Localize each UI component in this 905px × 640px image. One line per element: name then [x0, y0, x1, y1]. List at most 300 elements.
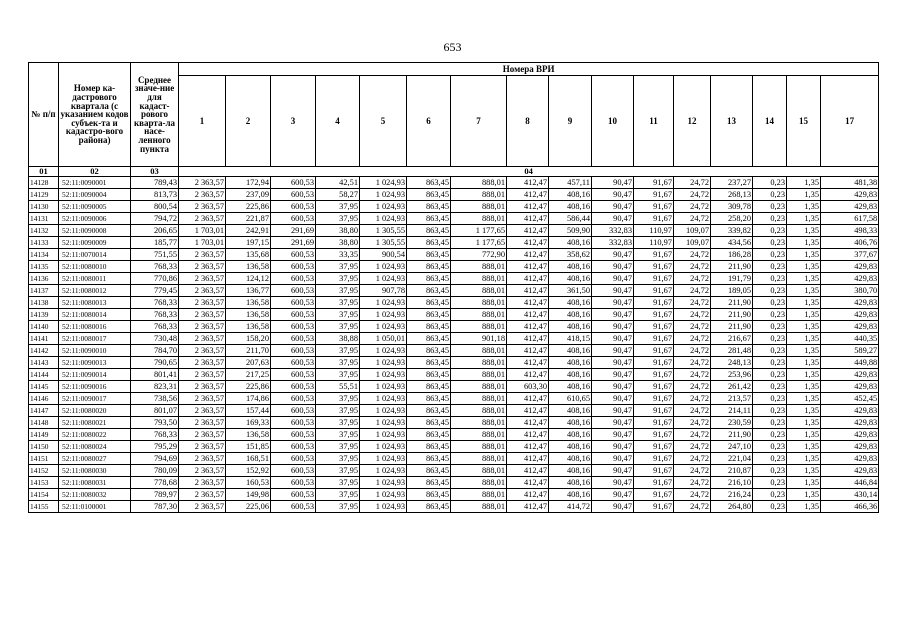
group-header-vri: Номера ВРИ — [179, 63, 879, 76]
table-cell: 14155 — [29, 501, 59, 513]
table-cell: 412,47 — [507, 333, 549, 345]
table-cell: 0,23 — [753, 369, 787, 381]
table-cell: 863,45 — [407, 453, 451, 465]
table-cell: 1,35 — [787, 309, 821, 321]
table-row — [29, 357, 879, 369]
table-cell: 91,67 — [634, 465, 674, 477]
table-cell: 412,47 — [507, 405, 549, 417]
table-cell: 1,35 — [787, 381, 821, 393]
table-cell: 863,45 — [407, 273, 451, 285]
table-cell: 37,95 — [316, 465, 360, 477]
table-cell: 406,76 — [821, 237, 879, 249]
table-cell: 24,72 — [674, 357, 711, 369]
table-cell: 0,23 — [753, 441, 787, 453]
table-cell: 617,58 — [821, 213, 879, 225]
table-cell: 24,72 — [674, 489, 711, 501]
table-cell: 14145 — [29, 381, 59, 393]
table-cell: 221,87 — [226, 213, 271, 225]
table-cell: 151,85 — [226, 441, 271, 453]
table-cell: 412,47 — [507, 177, 549, 189]
table-cell: 24,72 — [674, 381, 711, 393]
table-cell: 2 363,57 — [179, 309, 226, 321]
table-cell: 0,23 — [753, 345, 787, 357]
code-no: 01 — [29, 167, 59, 177]
table-cell: 429,83 — [821, 189, 879, 201]
table-cell: 90,47 — [592, 429, 634, 441]
table-cell: 52:11:0080010 — [59, 261, 131, 273]
table-cell: 888,01 — [451, 273, 507, 285]
table-cell: 210,87 — [711, 465, 753, 477]
table-cell: 794,69 — [131, 453, 179, 465]
table-cell: 888,01 — [451, 345, 507, 357]
table-row — [29, 393, 879, 405]
table-cell: 440,35 — [821, 333, 879, 345]
table-cell: 1 703,01 — [179, 237, 226, 249]
table-cell: 888,01 — [451, 381, 507, 393]
table-cell: 2 363,57 — [179, 369, 226, 381]
table-cell: 412,47 — [507, 309, 549, 321]
table-cell: 168,51 — [226, 453, 271, 465]
table-cell: 1 024,93 — [360, 321, 407, 333]
table-cell: 211,90 — [711, 429, 753, 441]
table-cell: 37,95 — [316, 321, 360, 333]
table-cell: 863,45 — [407, 417, 451, 429]
table-cell: 1,35 — [787, 465, 821, 477]
table-cell: 160,53 — [226, 477, 271, 489]
table-cell: 795,29 — [131, 441, 179, 453]
table-cell: 91,67 — [634, 357, 674, 369]
table-cell: 813,73 — [131, 189, 179, 201]
table-cell: 408,16 — [549, 369, 592, 381]
table-cell: 888,01 — [451, 417, 507, 429]
table-cell: 52:11:0080011 — [59, 273, 131, 285]
table-cell: 2 363,57 — [179, 501, 226, 513]
table-cell: 37,95 — [316, 405, 360, 417]
table-cell: 2 363,57 — [179, 333, 226, 345]
table-cell: 52:11:0090014 — [59, 369, 131, 381]
table-cell: 412,47 — [507, 453, 549, 465]
table-cell: 14146 — [29, 393, 59, 405]
table-row — [29, 381, 879, 393]
table-cell: 1,35 — [787, 489, 821, 501]
table-cell: 214,11 — [711, 405, 753, 417]
table-cell: 738,56 — [131, 393, 179, 405]
table-cell: 412,47 — [507, 237, 549, 249]
table-cell: 730,48 — [131, 333, 179, 345]
table-cell: 610,65 — [549, 393, 592, 405]
table-cell: 91,67 — [634, 489, 674, 501]
table-cell: 90,47 — [592, 489, 634, 501]
table-cell: 1 024,93 — [360, 309, 407, 321]
table-cell: 1 024,93 — [360, 381, 407, 393]
table-cell: 412,47 — [507, 369, 549, 381]
table-cell: 216,10 — [711, 477, 753, 489]
table-cell: 793,50 — [131, 417, 179, 429]
table-cell: 863,45 — [407, 465, 451, 477]
table-cell: 191,79 — [711, 273, 753, 285]
table-cell: 412,47 — [507, 477, 549, 489]
table-cell: 91,67 — [634, 405, 674, 417]
table-cell: 14136 — [29, 273, 59, 285]
table-cell: 185,77 — [131, 237, 179, 249]
table-cell: 1,35 — [787, 213, 821, 225]
table-cell: 888,01 — [451, 441, 507, 453]
table-cell: 1,35 — [787, 345, 821, 357]
table-cell: 90,47 — [592, 189, 634, 201]
table-row — [29, 285, 879, 297]
table-cell: 888,01 — [451, 177, 507, 189]
vri-number-header: 12 — [674, 76, 711, 167]
table-cell: 888,01 — [451, 429, 507, 441]
table-cell: 90,47 — [592, 297, 634, 309]
table-cell: 358,62 — [549, 249, 592, 261]
table-cell: 1,35 — [787, 237, 821, 249]
table-cell: 24,72 — [674, 369, 711, 381]
table-cell: 408,16 — [549, 357, 592, 369]
table-cell: 1,35 — [787, 177, 821, 189]
table-cell: 888,01 — [451, 213, 507, 225]
table-cell: 0,23 — [753, 177, 787, 189]
table-cell: 207,63 — [226, 357, 271, 369]
table-cell: 14143 — [29, 357, 59, 369]
table-row — [29, 177, 879, 189]
table-cell: 91,67 — [634, 501, 674, 513]
table-cell: 2 363,57 — [179, 297, 226, 309]
table-cell: 888,01 — [451, 321, 507, 333]
table-cell: 1,35 — [787, 357, 821, 369]
table-cell: 14130 — [29, 201, 59, 213]
table-cell: 863,45 — [407, 405, 451, 417]
table-cell: 779,45 — [131, 285, 179, 297]
table-cell: 603,30 — [507, 381, 549, 393]
table-cell: 888,01 — [451, 489, 507, 501]
table-cell: 780,09 — [131, 465, 179, 477]
table-cell: 0,23 — [753, 321, 787, 333]
table-cell: 1,35 — [787, 441, 821, 453]
vri-number-header: 2 — [226, 76, 271, 167]
table-cell: 136,58 — [226, 309, 271, 321]
table-cell: 1 305,55 — [360, 225, 407, 237]
table-cell: 339,82 — [711, 225, 753, 237]
table-cell: 1,35 — [787, 393, 821, 405]
table-cell: 408,16 — [549, 345, 592, 357]
table-cell: 52:11:0080014 — [59, 309, 131, 321]
table-cell: 24,72 — [674, 501, 711, 513]
table-cell: 24,72 — [674, 405, 711, 417]
table-cell: 2 363,57 — [179, 441, 226, 453]
table-cell: 37,95 — [316, 285, 360, 297]
table-cell: 91,67 — [634, 321, 674, 333]
table-cell: 91,67 — [634, 333, 674, 345]
table-cell: 600,53 — [271, 393, 316, 405]
table-cell: 37,95 — [316, 309, 360, 321]
table-cell: 408,16 — [549, 381, 592, 393]
table-cell: 863,45 — [407, 357, 451, 369]
table-cell: 24,72 — [674, 477, 711, 489]
table-cell: 14152 — [29, 465, 59, 477]
table-cell: 1,35 — [787, 189, 821, 201]
table-cell: 24,72 — [674, 393, 711, 405]
table-cell: 332,83 — [592, 225, 634, 237]
table-cell: 136,58 — [226, 297, 271, 309]
table-cell: 768,33 — [131, 261, 179, 273]
vri-number-header: 10 — [592, 76, 634, 167]
table-cell: 412,47 — [507, 501, 549, 513]
table-cell: 2 363,57 — [179, 273, 226, 285]
table-cell: 600,53 — [271, 357, 316, 369]
table-cell: 863,45 — [407, 297, 451, 309]
table-cell: 863,45 — [407, 393, 451, 405]
table-cell: 37,95 — [316, 417, 360, 429]
table-cell: 863,45 — [407, 285, 451, 297]
table-cell: 37,95 — [316, 477, 360, 489]
table-cell: 412,47 — [507, 465, 549, 477]
table-cell: 429,83 — [821, 381, 879, 393]
table-cell: 863,45 — [407, 237, 451, 249]
table-cell: 1 024,93 — [360, 429, 407, 441]
table-cell: 14153 — [29, 477, 59, 489]
table-cell: 380,70 — [821, 285, 879, 297]
table-cell: 466,36 — [821, 501, 879, 513]
vri-number-header: 7 — [451, 76, 507, 167]
table-cell: 52:11:0080031 — [59, 477, 131, 489]
table-cell: 37,95 — [316, 297, 360, 309]
table-cell: 2 363,57 — [179, 453, 226, 465]
table-cell: 412,47 — [507, 321, 549, 333]
table-cell: 0,23 — [753, 453, 787, 465]
table-cell: 91,67 — [634, 393, 674, 405]
table-cell: 430,14 — [821, 489, 879, 501]
table-cell: 2 363,57 — [179, 381, 226, 393]
table-cell: 90,47 — [592, 201, 634, 213]
table-row — [29, 417, 879, 429]
table-cell: 768,33 — [131, 309, 179, 321]
table-cell: 1 024,93 — [360, 489, 407, 501]
table-cell: 225,86 — [226, 201, 271, 213]
table-cell: 110,97 — [634, 225, 674, 237]
table-cell: 1 024,93 — [360, 417, 407, 429]
table-cell: 888,01 — [451, 309, 507, 321]
table-cell: 863,45 — [407, 177, 451, 189]
table-cell: 600,53 — [271, 465, 316, 477]
table-cell: 2 363,57 — [179, 417, 226, 429]
table-cell: 90,47 — [592, 273, 634, 285]
table-row — [29, 321, 879, 333]
table-cell: 24,72 — [674, 177, 711, 189]
table-cell: 37,95 — [316, 369, 360, 381]
table-cell: 248,13 — [711, 357, 753, 369]
table-cell: 789,97 — [131, 489, 179, 501]
table-cell: 790,65 — [131, 357, 179, 369]
table-cell: 169,33 — [226, 417, 271, 429]
table-cell: 600,53 — [271, 405, 316, 417]
table-cell: 58,27 — [316, 189, 360, 201]
table-cell: 863,45 — [407, 381, 451, 393]
table-cell: 0,23 — [753, 213, 787, 225]
table-row — [29, 201, 879, 213]
table-cell: 2 363,57 — [179, 261, 226, 273]
table-cell: 268,13 — [711, 189, 753, 201]
table-cell: 52:11:0090017 — [59, 393, 131, 405]
table-cell: 863,45 — [407, 261, 451, 273]
table-cell: 1 024,93 — [360, 393, 407, 405]
table-cell: 907,78 — [360, 285, 407, 297]
table-cell: 38,88 — [316, 333, 360, 345]
table-cell: 1,35 — [787, 501, 821, 513]
table-cell: 14131 — [29, 213, 59, 225]
vri-number-header: 9 — [549, 76, 592, 167]
table-cell: 481,38 — [821, 177, 879, 189]
table-cell: 1 024,93 — [360, 273, 407, 285]
table-cell: 2 363,57 — [179, 285, 226, 297]
table-cell: 888,01 — [451, 285, 507, 297]
table-cell: 1,35 — [787, 273, 821, 285]
table-cell: 24,72 — [674, 309, 711, 321]
vri-number-header: 13 — [711, 76, 753, 167]
vri-number-header: 1 — [179, 76, 226, 167]
table-cell: 787,30 — [131, 501, 179, 513]
table-cell: 91,67 — [634, 189, 674, 201]
table-cell: 408,16 — [549, 453, 592, 465]
table-cell: 600,53 — [271, 429, 316, 441]
table-cell: 90,47 — [592, 321, 634, 333]
table-cell: 55,51 — [316, 381, 360, 393]
table-cell: 14142 — [29, 345, 59, 357]
table-cell: 1 024,93 — [360, 477, 407, 489]
table-cell: 0,23 — [753, 429, 787, 441]
table-cell: 14129 — [29, 189, 59, 201]
table-cell: 789,43 — [131, 177, 179, 189]
table-cell: 52:11:0100001 — [59, 501, 131, 513]
table-cell: 1,35 — [787, 225, 821, 237]
table-cell: 801,41 — [131, 369, 179, 381]
table-cell: 14149 — [29, 429, 59, 441]
table-cell: 90,47 — [592, 501, 634, 513]
table-cell: 452,45 — [821, 393, 879, 405]
table-cell: 258,20 — [711, 213, 753, 225]
table-cell: 24,72 — [674, 213, 711, 225]
table-cell: 90,47 — [592, 417, 634, 429]
table-cell: 449,88 — [821, 357, 879, 369]
table-cell: 1 050,01 — [360, 333, 407, 345]
table-cell: 863,45 — [407, 441, 451, 453]
table-cell: 14150 — [29, 441, 59, 453]
table-cell: 863,45 — [407, 477, 451, 489]
table-cell: 157,44 — [226, 405, 271, 417]
table-cell: 91,67 — [634, 249, 674, 261]
table-cell: 429,83 — [821, 321, 879, 333]
table-cell: 211,90 — [711, 261, 753, 273]
vri-table — [28, 62, 879, 513]
table-cell: 216,24 — [711, 489, 753, 501]
table-cell: 434,56 — [711, 237, 753, 249]
table-row — [29, 477, 879, 489]
vri-number-header: 6 — [407, 76, 451, 167]
table-cell: 14144 — [29, 369, 59, 381]
table-cell: 90,47 — [592, 261, 634, 273]
table-cell: 52:11:0090001 — [59, 177, 131, 189]
table-cell: 24,72 — [674, 441, 711, 453]
table-cell: 888,01 — [451, 477, 507, 489]
table-cell: 90,47 — [592, 213, 634, 225]
table-cell: 586,44 — [549, 213, 592, 225]
table-cell: 794,72 — [131, 213, 179, 225]
table-cell: 124,12 — [226, 273, 271, 285]
table-cell: 332,83 — [592, 237, 634, 249]
table-row — [29, 261, 879, 273]
table-cell: 863,45 — [407, 225, 451, 237]
table-row — [29, 189, 879, 201]
table-cell: 888,01 — [451, 393, 507, 405]
table-cell: 377,67 — [821, 249, 879, 261]
table-cell: 863,45 — [407, 345, 451, 357]
table-cell: 0,23 — [753, 381, 787, 393]
table-cell: 91,67 — [634, 285, 674, 297]
table-cell: 1 024,93 — [360, 453, 407, 465]
table-cell: 0,23 — [753, 417, 787, 429]
table-cell: 264,80 — [711, 501, 753, 513]
table-cell: 361,50 — [549, 285, 592, 297]
table-cell: 1 703,01 — [179, 225, 226, 237]
table-cell: 52:11:0080012 — [59, 285, 131, 297]
code-vri: 04 — [179, 167, 879, 177]
table-row — [29, 489, 879, 501]
table-cell: 863,45 — [407, 429, 451, 441]
table-cell: 14135 — [29, 261, 59, 273]
table-cell: 412,47 — [507, 285, 549, 297]
table-cell: 1,35 — [787, 201, 821, 213]
table-cell: 225,86 — [226, 381, 271, 393]
table-cell: 211,90 — [711, 321, 753, 333]
table-cell: 52:11:0090013 — [59, 357, 131, 369]
table-cell: 90,47 — [592, 177, 634, 189]
table-cell: 600,53 — [271, 177, 316, 189]
table-row — [29, 501, 879, 513]
vri-number-header: 15 — [787, 76, 821, 167]
table-cell: 135,68 — [226, 249, 271, 261]
table-cell: 309,78 — [711, 201, 753, 213]
table-cell: 152,92 — [226, 465, 271, 477]
table-cell: 24,72 — [674, 333, 711, 345]
table-row — [29, 453, 879, 465]
table-cell: 768,33 — [131, 321, 179, 333]
table-cell: 14137 — [29, 285, 59, 297]
table-cell: 412,47 — [507, 249, 549, 261]
table-cell: 1,35 — [787, 369, 821, 381]
table-cell: 1,35 — [787, 261, 821, 273]
table-cell: 408,16 — [549, 237, 592, 249]
table-cell: 91,67 — [634, 477, 674, 489]
table-cell: 408,16 — [549, 309, 592, 321]
table-cell: 408,16 — [549, 321, 592, 333]
table-cell: 408,16 — [549, 273, 592, 285]
table-cell: 291,69 — [271, 225, 316, 237]
table-cell: 217,25 — [226, 369, 271, 381]
table-cell: 149,98 — [226, 489, 271, 501]
table-row — [29, 237, 879, 249]
table-cell: 90,47 — [592, 453, 634, 465]
table-cell: 211,90 — [711, 297, 753, 309]
table-cell: 206,65 — [131, 225, 179, 237]
table-cell: 14133 — [29, 237, 59, 249]
table-cell: 91,67 — [634, 441, 674, 453]
table-cell: 237,09 — [226, 189, 271, 201]
table-cell: 38,80 — [316, 237, 360, 249]
table-cell: 600,53 — [271, 369, 316, 381]
table-cell: 1,35 — [787, 297, 821, 309]
table-cell: 1,35 — [787, 333, 821, 345]
table-cell: 778,68 — [131, 477, 179, 489]
